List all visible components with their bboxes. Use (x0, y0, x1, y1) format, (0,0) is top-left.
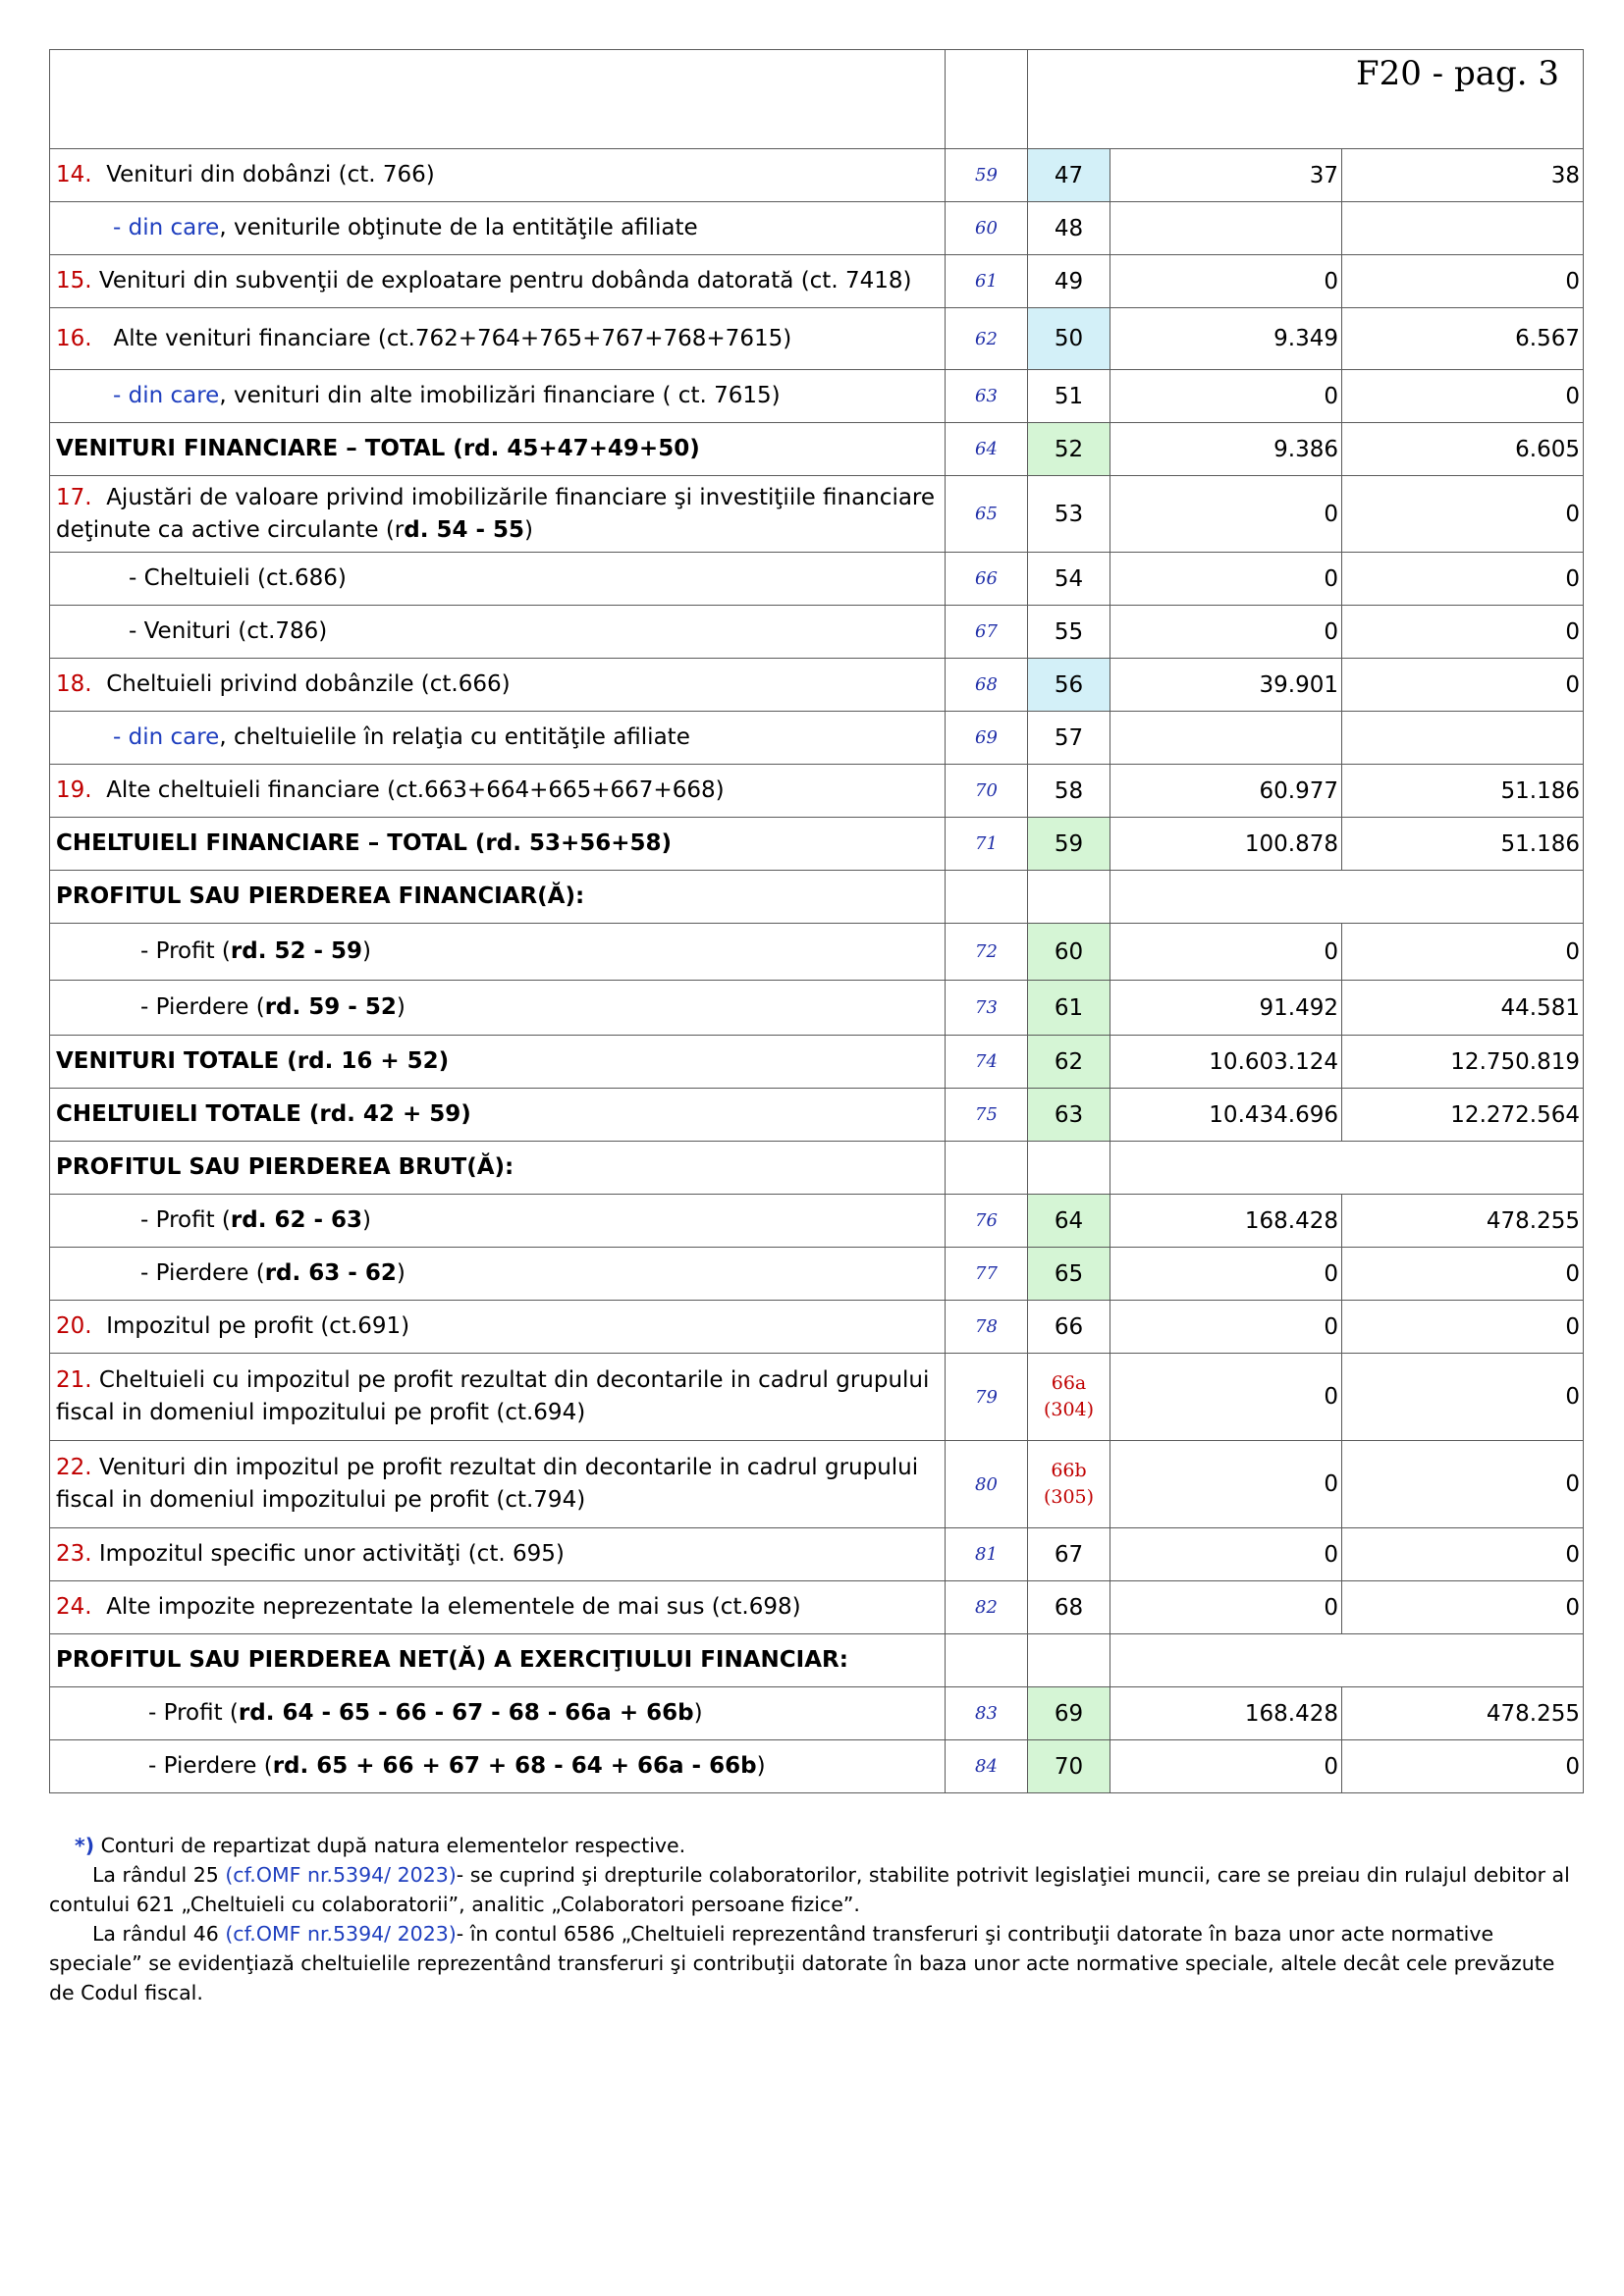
table-row (50, 1036, 1584, 1089)
value-previous-year: 0 (1110, 1740, 1342, 1793)
value-current-year (1342, 712, 1584, 765)
section-header-row (50, 1634, 1584, 1687)
row-code: 68 (1028, 1581, 1110, 1634)
row-number: 61 (946, 255, 1028, 308)
table-row (50, 659, 1584, 712)
value-previous-year: 100.878 (1110, 818, 1342, 871)
row-number: 75 (946, 1089, 1028, 1142)
table-row (50, 1089, 1584, 1142)
row-number: 83 (946, 1687, 1028, 1740)
section-title: PROFITUL SAU PIERDEREA NET(Ă) A EXERCIŢIULUI FINANCIAR: (50, 1634, 946, 1687)
header-cell-description (50, 50, 946, 149)
row-code: 64 (1028, 1195, 1110, 1248)
value-current-year: 0 (1342, 1248, 1584, 1301)
row-number: 60 (946, 202, 1028, 255)
value-previous-year: 91.492 (1110, 981, 1342, 1036)
row-label: 23. Impozitul specific unor activităţi (ct. 695) (50, 1528, 946, 1581)
row-label: 24. Alte impozite neprezentate la elementele de mai sus (ct.698) (50, 1581, 946, 1634)
value-previous-year: 0 (1110, 1301, 1342, 1354)
table-row (50, 423, 1584, 476)
row-number: 67 (946, 606, 1028, 659)
row-code: 70 (1028, 1740, 1110, 1793)
row-label: - Pierdere (rd. 63 - 62) (50, 1248, 946, 1301)
row-number: 69 (946, 712, 1028, 765)
row-code: 60 (1028, 924, 1110, 981)
table-row (50, 1687, 1584, 1740)
row-code: 48 (1028, 202, 1110, 255)
row-number: 80 (946, 1441, 1028, 1528)
value-previous-year: 168.428 (1110, 1687, 1342, 1740)
value-current-year: 0 (1342, 1301, 1584, 1354)
value-current-year: 0 (1342, 370, 1584, 423)
value-current-year: 12.750.819 (1342, 1036, 1584, 1089)
value-current-year: 44.581 (1342, 981, 1584, 1036)
row-code: 53 (1028, 476, 1110, 553)
table-row (50, 370, 1584, 423)
value-current-year: 0 (1342, 606, 1584, 659)
table-row (50, 765, 1584, 818)
value-current-year: 51.186 (1342, 765, 1584, 818)
table-row (50, 553, 1584, 606)
table-row (50, 712, 1584, 765)
row-number: 59 (946, 149, 1028, 202)
table-row (50, 924, 1584, 981)
value-previous-year: 0 (1110, 553, 1342, 606)
row-label: 22. Venituri din impozitul pe profit rezultat din decontarile in cadrul grupului fiscal in domeniul impozitului pe profit (ct.794) (50, 1441, 946, 1528)
row-label: - Venituri (ct.786) (50, 606, 946, 659)
value-previous-year (1110, 202, 1342, 255)
footnote-2: La rândul 25 (cf.OMF nr.5394/ 2023)- se cuprind şi drepturile colaboratorilor, stabilite potrivit legislaţiei muncii, care se preiau din rulajul debitor al contului 621 „Cheltuieli cu colaboratorii”, analitic „Colaboratori persoane fizice”. (49, 1863, 1570, 1916)
row-label: VENITURI TOTALE (rd. 16 + 52) (50, 1036, 946, 1089)
row-code: 58 (1028, 765, 1110, 818)
row-label: CHELTUIELI FINANCIARE – TOTAL (rd. 53+56+58) (50, 818, 946, 871)
row-number: 76 (946, 1195, 1028, 1248)
row-label: 15. Venituri din subvenţii de exploatare pentru dobânda datorată (ct. 7418) (50, 255, 946, 308)
value-previous-year: 37 (1110, 149, 1342, 202)
row-number: 84 (946, 1740, 1028, 1793)
value-previous-year: 0 (1110, 924, 1342, 981)
row-code: 55 (1028, 606, 1110, 659)
row-code: 66b (305) (1028, 1441, 1110, 1528)
row-label: - Cheltuieli (ct.686) (50, 553, 946, 606)
row-label: - Profit (rd. 52 - 59) (50, 924, 946, 981)
row-label: 19. Alte cheltuieli financiare (ct.663+664+665+667+668) (50, 765, 946, 818)
value-previous-year: 0 (1110, 1354, 1342, 1441)
row-label: - Pierdere (rd. 59 - 52) (50, 981, 946, 1036)
section-header-row (50, 1142, 1584, 1195)
value-previous-year: 10.603.124 (1110, 1036, 1342, 1089)
row-number: 64 (946, 423, 1028, 476)
row-code: 66 (1028, 1301, 1110, 1354)
table-row (50, 1528, 1584, 1581)
row-code: 66a (304) (1028, 1354, 1110, 1441)
footnote-1: *) Conturi de repartizat după natura elementelor respective. (75, 1834, 686, 1857)
row-code: 61 (1028, 981, 1110, 1036)
value-current-year: 0 (1342, 1354, 1584, 1441)
value-current-year: 38 (1342, 149, 1584, 202)
row-number: 74 (946, 1036, 1028, 1089)
table-row (50, 1301, 1584, 1354)
table-row (50, 476, 1584, 553)
table-row (50, 1740, 1584, 1793)
row-label: 20. Impozitul pe profit (ct.691) (50, 1301, 946, 1354)
row-code: 65 (1028, 1248, 1110, 1301)
row-code: 52 (1028, 423, 1110, 476)
value-previous-year: 9.386 (1110, 423, 1342, 476)
table-row (50, 255, 1584, 308)
row-number: 81 (946, 1528, 1028, 1581)
value-previous-year: 0 (1110, 370, 1342, 423)
row-label: 17. Ajustări de valoare privind imobilizările financiare şi investiţiile financiare deţinute ca active circulante (rd. 54 - 55) (50, 476, 946, 553)
value-previous-year: 0 (1110, 1528, 1342, 1581)
table-row (50, 981, 1584, 1036)
value-previous-year: 10.434.696 (1110, 1089, 1342, 1142)
row-label: 18. Cheltuieli privind dobânzile (ct.666) (50, 659, 946, 712)
page-label: F20 - pag. 3 (1355, 54, 1559, 93)
row-number: 72 (946, 924, 1028, 981)
table-row (50, 818, 1584, 871)
value-current-year: 0 (1342, 553, 1584, 606)
footnote-3: La rândul 46 (cf.OMF nr.5394/ 2023)- în contul 6586 „Cheltuieli reprezentând transferuri şi contribuţii datorate în baza unor acte normative speciale” se evidenţiază cheltuielile reprezentând transferuri şi contribuţii datorate în baza unor acte normative speciale, altele decât cele prevăzute de Codul fiscal. (49, 1922, 1555, 2004)
row-number: 62 (946, 308, 1028, 370)
row-label: - Profit (rd. 62 - 63) (50, 1195, 946, 1248)
value-previous-year: 0 (1110, 1581, 1342, 1634)
value-previous-year: 0 (1110, 1248, 1342, 1301)
row-code: 62 (1028, 1036, 1110, 1089)
value-previous-year: 0 (1110, 1441, 1342, 1528)
table-row (50, 1195, 1584, 1248)
value-previous-year: 39.901 (1110, 659, 1342, 712)
table-row (50, 1354, 1584, 1441)
row-label: - din care, cheltuielile în relaţia cu entităţile afiliate (50, 712, 946, 765)
value-current-year: 12.272.564 (1342, 1089, 1584, 1142)
value-previous-year: 168.428 (1110, 1195, 1342, 1248)
row-label: - Pierdere (rd. 65 + 66 + 67 + 68 - 64 + 66a - 66b) (50, 1740, 946, 1793)
table-row (50, 1248, 1584, 1301)
value-previous-year (1110, 712, 1342, 765)
value-current-year: 0 (1342, 924, 1584, 981)
value-current-year: 0 (1342, 1528, 1584, 1581)
value-current-year: 478.255 (1342, 1687, 1584, 1740)
row-code: 56 (1028, 659, 1110, 712)
value-previous-year: 9.349 (1110, 308, 1342, 370)
row-number: 70 (946, 765, 1028, 818)
row-number: 78 (946, 1301, 1028, 1354)
row-number: 63 (946, 370, 1028, 423)
section-title: PROFITUL SAU PIERDEREA BRUT(Ă): (50, 1142, 946, 1195)
value-current-year: 0 (1342, 659, 1584, 712)
row-code: 69 (1028, 1687, 1110, 1740)
value-current-year: 6.605 (1342, 423, 1584, 476)
row-label: - din care, venituri din alte imobilizări financiare ( ct. 7615) (50, 370, 946, 423)
value-previous-year: 60.977 (1110, 765, 1342, 818)
row-code: 67 (1028, 1528, 1110, 1581)
row-label: 14. Venituri din dobânzi (ct. 766) (50, 149, 946, 202)
value-current-year: 478.255 (1342, 1195, 1584, 1248)
section-header-row (50, 871, 1584, 924)
table-header-row (50, 50, 1584, 149)
row-code: 63 (1028, 1089, 1110, 1142)
value-current-year (1342, 202, 1584, 255)
value-current-year: 0 (1342, 1740, 1584, 1793)
row-label: 16. Alte venituri financiare (ct.762+764+765+767+768+7615) (50, 308, 946, 370)
row-label: 21. Cheltuieli cu impozitul pe profit rezultat din decontarile in cadrul grupului fiscal in domeniul impozitului pe profit (ct.694) (50, 1354, 946, 1441)
row-number: 71 (946, 818, 1028, 871)
row-label: - din care, veniturile obţinute de la entităţile afiliate (50, 202, 946, 255)
row-code: 57 (1028, 712, 1110, 765)
table-row (50, 1441, 1584, 1528)
value-current-year: 0 (1342, 476, 1584, 553)
row-code: 51 (1028, 370, 1110, 423)
row-code: 50 (1028, 308, 1110, 370)
row-code: 54 (1028, 553, 1110, 606)
value-previous-year: 0 (1110, 606, 1342, 659)
row-number: 77 (946, 1248, 1028, 1301)
row-label: - Profit (rd. 64 - 65 - 66 - 67 - 68 - 66a + 66b) (50, 1687, 946, 1740)
row-label: VENITURI FINANCIARE – TOTAL (rd. 45+47+49+50) (50, 423, 946, 476)
section-title: PROFITUL SAU PIERDEREA FINANCIAR(Ă): (50, 871, 946, 924)
row-number: 68 (946, 659, 1028, 712)
row-code: 47 (1028, 149, 1110, 202)
header-cell-nr (946, 50, 1028, 149)
table-row (50, 202, 1584, 255)
row-number: 73 (946, 981, 1028, 1036)
row-number: 66 (946, 553, 1028, 606)
value-current-year: 0 (1342, 1441, 1584, 1528)
value-current-year: 6.567 (1342, 308, 1584, 370)
row-number: 82 (946, 1581, 1028, 1634)
header-cell-values (1028, 50, 1584, 149)
value-current-year: 51.186 (1342, 818, 1584, 871)
row-code: 59 (1028, 818, 1110, 871)
row-number: 65 (946, 476, 1028, 553)
table-row (50, 308, 1584, 370)
table-row (50, 149, 1584, 202)
value-current-year: 0 (1342, 255, 1584, 308)
income-statement-table (49, 49, 1584, 1793)
row-code: 49 (1028, 255, 1110, 308)
value-previous-year: 0 (1110, 476, 1342, 553)
row-label: CHELTUIELI TOTALE (rd. 42 + 59) (50, 1089, 946, 1142)
value-previous-year: 0 (1110, 255, 1342, 308)
table-row (50, 1581, 1584, 1634)
row-number: 79 (946, 1354, 1028, 1441)
table-row (50, 606, 1584, 659)
value-current-year: 0 (1342, 1581, 1584, 1634)
footnotes (49, 1831, 1583, 2007)
